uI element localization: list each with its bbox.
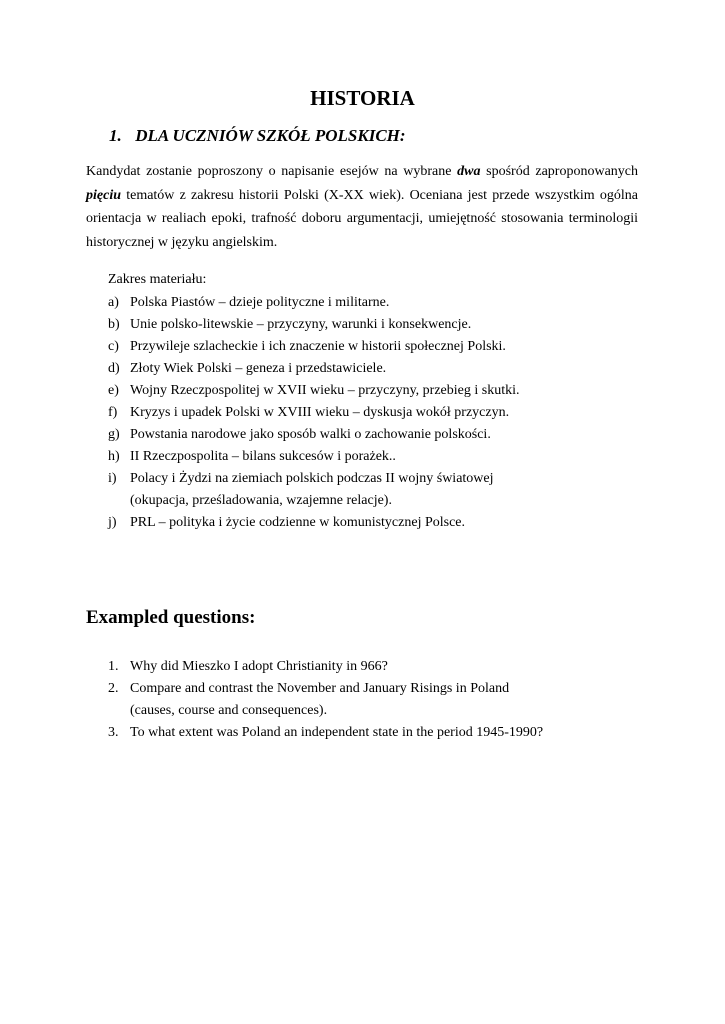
topic-item-text (130, 314, 471, 336)
topic-item (108, 424, 628, 446)
question-item (108, 722, 628, 744)
topic-item-marker: a) (108, 295, 119, 310)
question-item-line: Compare and contrast the November and January Risings in Poland (130, 681, 510, 696)
topic-item-text (130, 358, 386, 380)
topic-item (108, 468, 628, 512)
topic-item-text (130, 468, 494, 512)
topic-item-text (130, 336, 506, 358)
topic-item-text (130, 512, 465, 534)
topic-item-line: Powstania narodowe jako sposób walki o zachowanie polskości. (130, 427, 491, 442)
intro-emphasis-dwa: dwa (457, 164, 481, 179)
topic-item-line: II Rzeczpospolita – bilans sukcesów i porażek.. (130, 449, 396, 464)
topic-item (108, 292, 628, 314)
topic-item-line: Złoty Wiek Polski – geneza i przedstawiciele. (130, 361, 387, 376)
intro-paragraph (86, 160, 638, 254)
topic-item (108, 380, 628, 402)
topic-item-marker: c) (108, 339, 119, 354)
question-item-marker: 3. (108, 725, 119, 740)
question-item-text (130, 678, 509, 722)
scope-label: Zakres materiału: (108, 272, 207, 287)
topic-item-line: Wojny Rzeczpospolitej w XVII wieku – przyczyny, przebieg i skutki. (130, 383, 520, 398)
topic-list (108, 292, 628, 534)
question-item-text (130, 656, 388, 678)
topic-item (108, 336, 628, 358)
section-heading-text: DLA UCZNIÓW SZKÓŁ POLSKICH: (135, 126, 406, 145)
topic-item-line: Przywileje szlacheckie i ich znaczenie w historii społecznej Polski. (130, 339, 506, 354)
question-item (108, 678, 628, 722)
topic-item (108, 314, 628, 336)
topic-item (108, 358, 628, 380)
topic-item-text (130, 446, 396, 468)
section-heading (109, 126, 406, 146)
topic-item-marker: d) (108, 361, 120, 376)
intro-text-part2: spośród zaproponowanych (480, 164, 639, 179)
topic-item-text (130, 292, 389, 314)
question-item-line: (causes, course and consequences). (130, 703, 328, 718)
question-item-marker: 2. (108, 681, 119, 696)
intro-text-part3: tematów z zakresu historii Polski (X-XX wiek). Oceniana jest przede wszystkim ogólna orientacja w realiach epoki, trafność doboru argumentacji, umiejętność stosowania terminologii historycznej w języku angielskim. (86, 187, 638, 250)
topic-item-marker: g) (108, 427, 120, 442)
topic-item-line: Polacy i Żydzi na ziemiach polskich podczas II wojny światowej (130, 471, 494, 486)
question-item-line: Why did Mieszko I adopt Christianity in 966? (130, 659, 388, 674)
question-item-marker: 1. (108, 659, 119, 674)
topic-item-text (130, 402, 509, 424)
topic-item (108, 402, 628, 424)
question-list (108, 656, 628, 744)
topic-item (108, 446, 628, 468)
question-item-line: To what extent was Poland an independent state in the period 1945-1990? (130, 725, 544, 740)
topic-item-line: Polska Piastów – dzieje polityczne i militarne. (130, 295, 390, 310)
topic-item (108, 512, 628, 534)
topic-item-marker: b) (108, 317, 120, 332)
topic-item-line: Kryzys i upadek Polski w XVIII wieku – dyskusja wokół przyczyn. (130, 405, 510, 420)
question-item (108, 656, 628, 678)
document-title: HISTORIA (310, 86, 415, 110)
topic-item-line: PRL – polityka i życie codzienne w komunistycznej Polsce. (130, 515, 466, 530)
topic-item-marker: j) (108, 515, 117, 530)
topic-item-marker: i) (108, 471, 117, 486)
intro-emphasis-pieciu: pięciu (86, 187, 121, 203)
topic-item-line: (okupacja, prześladowania, wzajemne relacje). (130, 493, 392, 508)
topic-item-marker: h) (108, 449, 120, 464)
topic-item-line: Unie polsko-litewskie – przyczyny, warunki i konsekwencje. (130, 317, 472, 332)
topic-item-marker: f) (108, 405, 118, 420)
topic-item-text (130, 424, 491, 446)
examples-heading: Exampled questions: (86, 607, 256, 628)
question-item-text (130, 722, 543, 744)
intro-text-part1: Kandydat zostanie poproszony o napisanie esejów na wybrane (86, 164, 458, 179)
topic-item-text (130, 380, 519, 402)
section-number: 1. (109, 126, 122, 145)
topic-item-marker: e) (108, 383, 119, 398)
